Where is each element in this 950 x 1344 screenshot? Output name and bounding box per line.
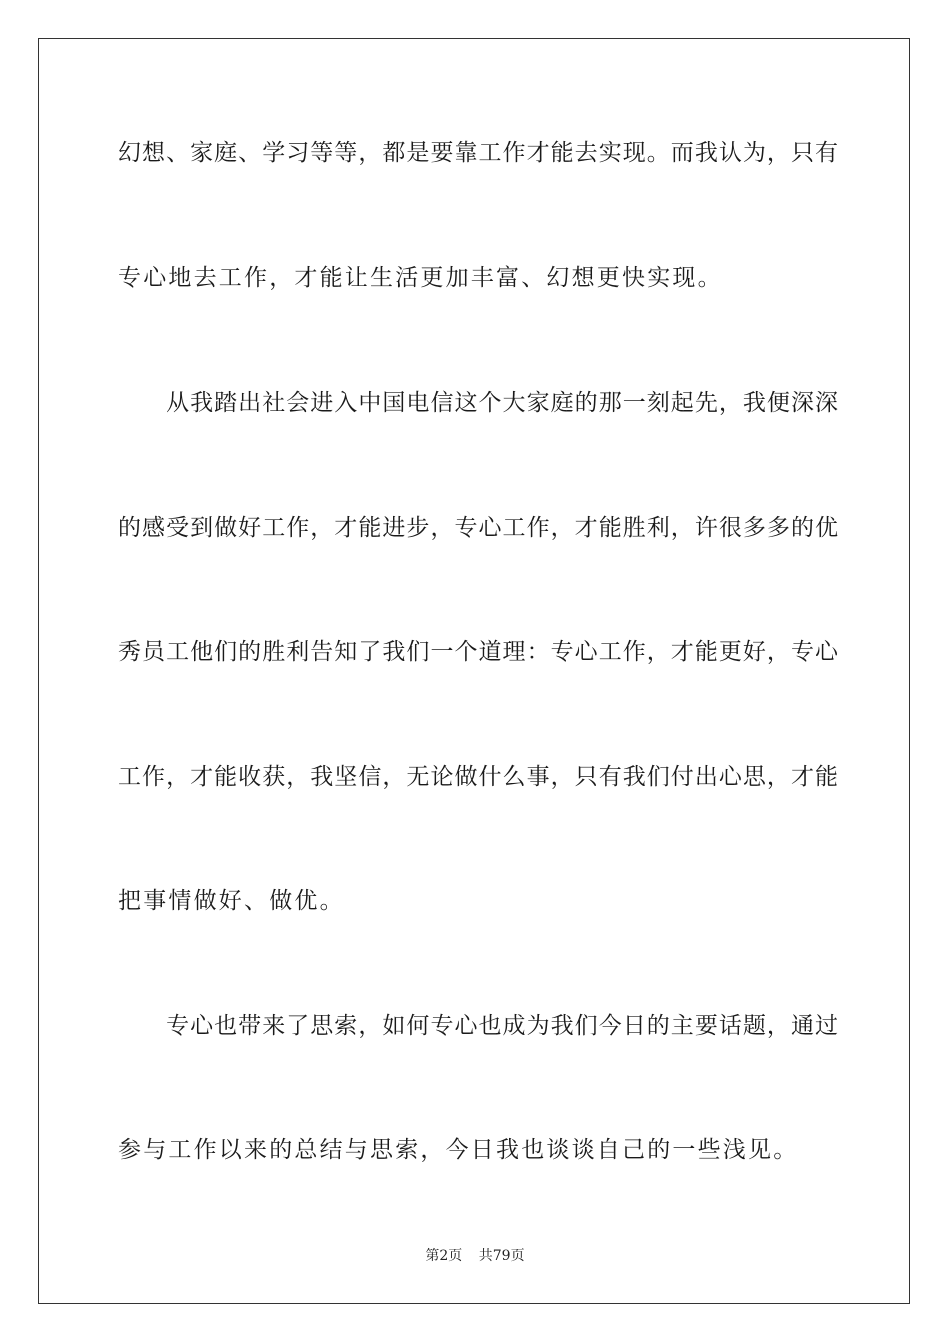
page-footer [0,1247,950,1265]
page-number: 第2页 [425,1248,463,1264]
page-total: 共79页 [478,1248,525,1264]
body-line-8: 专心也带来了思索，如何专心也成为我们今日的主要话题，通过 [118,1013,838,1039]
body-line-3: 从我踏出社会进入中国电信这个大家庭的那一刻起先，我便深深 [118,390,838,416]
body-line-1: 幻想、家庭、学习等等，都是要靠工作才能去实现。而我认为，只有 [118,140,838,166]
body-line-2: 专心地去工作，才能让生活更加丰富、幻想更快实现。 [118,265,723,291]
body-line-5: 秀员工他们的胜利告知了我们一个道理：专心工作，才能更好，专心 [118,639,838,665]
body-line-7: 把事情做好、做优。 [118,888,345,914]
body-line-6: 工作，才能收获，我坚信，无论做什么事，只有我们付出心思，才能 [118,764,838,790]
body-line-4: 的感受到做好工作，才能进步，专心工作，才能胜利，许很多多的优 [118,515,838,541]
body-line-9: 参与工作以来的总结与思索，今日我也谈谈自己的一些浅见。 [118,1137,799,1163]
page-border [38,38,910,1304]
